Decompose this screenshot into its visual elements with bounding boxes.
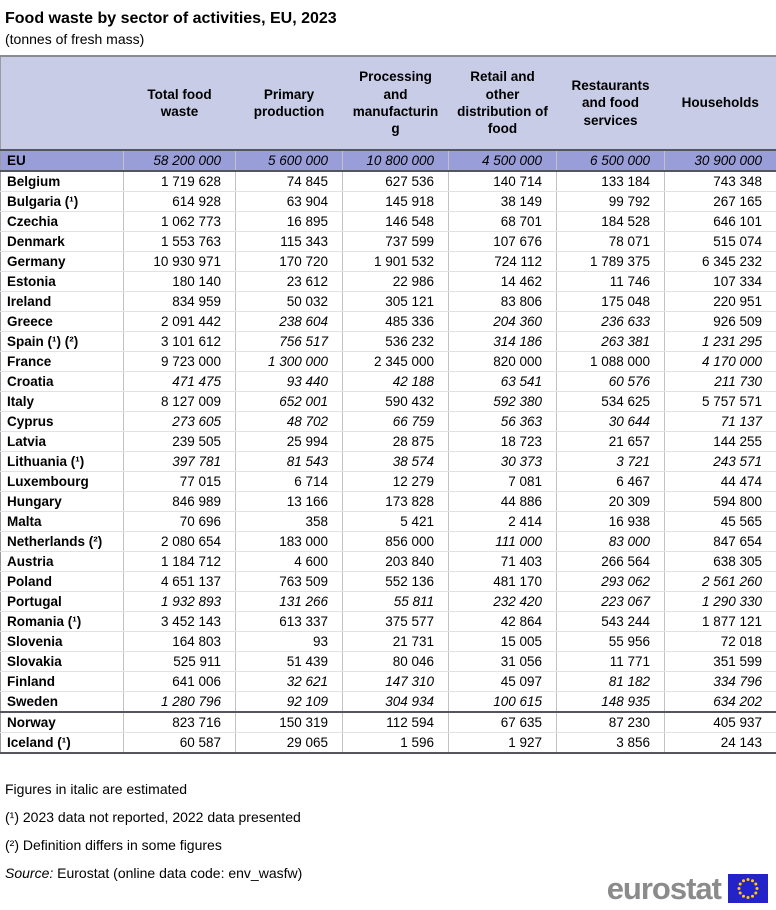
table-row — [1, 332, 776, 352]
value-cell: 133 184 — [557, 171, 665, 192]
row-label: Luxembourg — [1, 472, 124, 492]
value-cell: 56 363 — [449, 412, 557, 432]
value-cell: 72 018 — [665, 632, 776, 652]
col-header-restaurants: Restaurants and food services — [557, 56, 665, 150]
row-label: Italy — [1, 392, 124, 412]
row-label: Denmark — [1, 232, 124, 252]
value-cell: 846 989 — [124, 492, 236, 512]
value-cell: 2 345 000 — [343, 352, 449, 372]
value-cell: 820 000 — [449, 352, 557, 372]
value-cell: 111 000 — [449, 532, 557, 552]
row-label: Romania (¹) — [1, 612, 124, 632]
col-header-retail: Retail and other distribution of food — [449, 56, 557, 150]
table-row — [1, 712, 776, 733]
value-cell: 60 587 — [124, 733, 236, 754]
value-cell: 236 633 — [557, 312, 665, 332]
table-row — [1, 292, 776, 312]
value-cell: 93 — [236, 632, 343, 652]
table-row — [1, 492, 776, 512]
value-cell: 6 500 000 — [557, 150, 665, 171]
value-cell: 1 088 000 — [557, 352, 665, 372]
value-cell: 2 091 442 — [124, 312, 236, 332]
value-cell: 273 605 — [124, 412, 236, 432]
source-text: Eurostat (online data code: env_wasfw) — [57, 865, 302, 881]
table-row — [1, 171, 776, 192]
eu-flag-icon — [728, 874, 768, 903]
table-body — [1, 150, 776, 753]
footnote-italic: Figures in italic are estimated — [5, 781, 776, 797]
value-cell: 29 065 — [236, 733, 343, 754]
table-row — [1, 412, 776, 432]
value-cell: 1 596 — [343, 733, 449, 754]
value-cell: 536 232 — [343, 332, 449, 352]
row-label: Slovenia — [1, 632, 124, 652]
table-row — [1, 632, 776, 652]
value-cell: 1 932 893 — [124, 592, 236, 612]
value-cell: 31 056 — [449, 652, 557, 672]
row-label: Spain (¹) (²) — [1, 332, 124, 352]
value-cell: 823 716 — [124, 712, 236, 733]
table-row — [1, 733, 776, 754]
value-cell: 173 828 — [343, 492, 449, 512]
row-label: Bulgaria (¹) — [1, 192, 124, 212]
value-cell: 63 541 — [449, 372, 557, 392]
value-cell: 183 000 — [236, 532, 343, 552]
value-cell: 646 101 — [665, 212, 776, 232]
value-cell: 239 505 — [124, 432, 236, 452]
value-cell: 763 509 — [236, 572, 343, 592]
value-cell: 30 644 — [557, 412, 665, 432]
value-cell: 590 432 — [343, 392, 449, 412]
table-row — [1, 672, 776, 692]
value-cell: 21 731 — [343, 632, 449, 652]
value-cell: 131 266 — [236, 592, 343, 612]
value-cell: 147 310 — [343, 672, 449, 692]
value-cell: 1 231 295 — [665, 332, 776, 352]
row-label: Netherlands (²) — [1, 532, 124, 552]
row-label: France — [1, 352, 124, 372]
value-cell: 63 904 — [236, 192, 343, 212]
value-cell: 146 548 — [343, 212, 449, 232]
value-cell: 4 651 137 — [124, 572, 236, 592]
row-label: Cyprus — [1, 412, 124, 432]
table-row — [1, 552, 776, 572]
value-cell: 263 381 — [557, 332, 665, 352]
col-header-primary: Primary production — [236, 56, 343, 150]
eurostat-wordmark: eurostat — [607, 873, 721, 904]
value-cell: 15 005 — [449, 632, 557, 652]
value-cell: 80 046 — [343, 652, 449, 672]
value-cell: 18 723 — [449, 432, 557, 452]
value-cell: 32 621 — [236, 672, 343, 692]
value-cell: 1 062 773 — [124, 212, 236, 232]
value-cell: 543 244 — [557, 612, 665, 632]
row-label: Germany — [1, 252, 124, 272]
value-cell: 471 475 — [124, 372, 236, 392]
value-cell: 71 137 — [665, 412, 776, 432]
value-cell: 1 901 532 — [343, 252, 449, 272]
row-label: Malta — [1, 512, 124, 532]
value-cell: 184 528 — [557, 212, 665, 232]
value-cell: 627 536 — [343, 171, 449, 192]
value-cell: 1 877 121 — [665, 612, 776, 632]
value-cell: 204 360 — [449, 312, 557, 332]
value-cell: 634 202 — [665, 692, 776, 713]
row-label: Iceland (¹) — [1, 733, 124, 754]
header-row — [1, 56, 776, 150]
value-cell: 77 015 — [124, 472, 236, 492]
value-cell: 515 074 — [665, 232, 776, 252]
value-cell: 641 006 — [124, 672, 236, 692]
row-label: Finland — [1, 672, 124, 692]
value-cell: 11 746 — [557, 272, 665, 292]
row-label: Belgium — [1, 171, 124, 192]
table-row — [1, 372, 776, 392]
value-cell: 613 337 — [236, 612, 343, 632]
value-cell: 351 599 — [665, 652, 776, 672]
value-cell: 834 959 — [124, 292, 236, 312]
value-cell: 100 615 — [449, 692, 557, 713]
value-cell: 78 071 — [557, 232, 665, 252]
table-row — [1, 192, 776, 212]
value-cell: 16 938 — [557, 512, 665, 532]
value-cell: 44 474 — [665, 472, 776, 492]
table-row — [1, 392, 776, 412]
table-row — [1, 692, 776, 713]
table-row — [1, 252, 776, 272]
row-label: Lithuania (¹) — [1, 452, 124, 472]
value-cell: 534 625 — [557, 392, 665, 412]
table-row — [1, 612, 776, 632]
value-cell: 10 930 971 — [124, 252, 236, 272]
row-label: Sweden — [1, 692, 124, 713]
table-row — [1, 150, 776, 171]
value-cell: 652 001 — [236, 392, 343, 412]
col-header-processing: Processing and manufacturing — [343, 56, 449, 150]
footnote-2: (²) Definition differs in some figures — [5, 837, 776, 853]
value-cell: 594 800 — [665, 492, 776, 512]
value-cell: 1 719 628 — [124, 171, 236, 192]
value-cell: 164 803 — [124, 632, 236, 652]
value-cell: 211 730 — [665, 372, 776, 392]
value-cell: 112 594 — [343, 712, 449, 733]
value-cell: 170 720 — [236, 252, 343, 272]
value-cell: 3 101 612 — [124, 332, 236, 352]
value-cell: 6 345 232 — [665, 252, 776, 272]
row-label: Slovakia — [1, 652, 124, 672]
value-cell: 12 279 — [343, 472, 449, 492]
value-cell: 3 721 — [557, 452, 665, 472]
value-cell: 55 956 — [557, 632, 665, 652]
value-cell: 71 403 — [449, 552, 557, 572]
value-cell: 314 186 — [449, 332, 557, 352]
value-cell: 266 564 — [557, 552, 665, 572]
value-cell: 1 290 330 — [665, 592, 776, 612]
value-cell: 847 654 — [665, 532, 776, 552]
value-cell: 304 934 — [343, 692, 449, 713]
value-cell: 1 184 712 — [124, 552, 236, 572]
table-row — [1, 352, 776, 372]
row-label: Estonia — [1, 272, 124, 292]
value-cell: 305 121 — [343, 292, 449, 312]
value-cell: 74 845 — [236, 171, 343, 192]
value-cell: 66 759 — [343, 412, 449, 432]
row-label: Ireland — [1, 292, 124, 312]
row-label: Norway — [1, 712, 124, 733]
table-row — [1, 272, 776, 292]
value-cell: 13 166 — [236, 492, 343, 512]
table-row — [1, 472, 776, 492]
value-cell: 180 140 — [124, 272, 236, 292]
value-cell: 5 421 — [343, 512, 449, 532]
value-cell: 3 452 143 — [124, 612, 236, 632]
value-cell: 99 792 — [557, 192, 665, 212]
value-cell: 107 334 — [665, 272, 776, 292]
value-cell: 375 577 — [343, 612, 449, 632]
value-cell: 92 109 — [236, 692, 343, 713]
row-label: Austria — [1, 552, 124, 572]
value-cell: 30 900 000 — [665, 150, 776, 171]
row-label: Greece — [1, 312, 124, 332]
value-cell: 267 165 — [665, 192, 776, 212]
table-row — [1, 592, 776, 612]
value-cell: 223 067 — [557, 592, 665, 612]
value-cell: 83 806 — [449, 292, 557, 312]
value-cell: 4 500 000 — [449, 150, 557, 171]
value-cell: 42 864 — [449, 612, 557, 632]
row-label: Hungary — [1, 492, 124, 512]
table-row — [1, 432, 776, 452]
value-cell: 4 170 000 — [665, 352, 776, 372]
value-cell: 614 928 — [124, 192, 236, 212]
value-cell: 3 856 — [557, 733, 665, 754]
value-cell: 8 127 009 — [124, 392, 236, 412]
value-cell: 2 080 654 — [124, 532, 236, 552]
value-cell: 21 657 — [557, 432, 665, 452]
value-cell: 481 170 — [449, 572, 557, 592]
value-cell: 2 561 260 — [665, 572, 776, 592]
value-cell: 2 414 — [449, 512, 557, 532]
value-cell: 48 702 — [236, 412, 343, 432]
value-cell: 358 — [236, 512, 343, 532]
table-row — [1, 312, 776, 332]
value-cell: 42 188 — [343, 372, 449, 392]
value-cell: 115 343 — [236, 232, 343, 252]
value-cell: 743 348 — [665, 171, 776, 192]
value-cell: 1 300 000 — [236, 352, 343, 372]
value-cell: 1 553 763 — [124, 232, 236, 252]
footnotes — [5, 781, 776, 881]
row-label: Latvia — [1, 432, 124, 452]
table-row — [1, 212, 776, 232]
value-cell: 4 600 — [236, 552, 343, 572]
table-row — [1, 512, 776, 532]
value-cell: 638 305 — [665, 552, 776, 572]
value-cell: 724 112 — [449, 252, 557, 272]
value-cell: 50 032 — [236, 292, 343, 312]
value-cell: 144 255 — [665, 432, 776, 452]
value-cell: 58 200 000 — [124, 150, 236, 171]
value-cell: 552 136 — [343, 572, 449, 592]
value-cell: 756 517 — [236, 332, 343, 352]
value-cell: 20 309 — [557, 492, 665, 512]
value-cell: 28 875 — [343, 432, 449, 452]
value-cell: 55 811 — [343, 592, 449, 612]
value-cell: 7 081 — [449, 472, 557, 492]
value-cell: 334 796 — [665, 672, 776, 692]
source-label: Source: — [5, 865, 53, 881]
row-label: Poland — [1, 572, 124, 592]
value-cell: 11 771 — [557, 652, 665, 672]
value-cell: 25 994 — [236, 432, 343, 452]
row-label: Croatia — [1, 372, 124, 392]
value-cell: 405 937 — [665, 712, 776, 733]
row-label: Czechia — [1, 212, 124, 232]
value-cell: 148 935 — [557, 692, 665, 713]
value-cell: 5 600 000 — [236, 150, 343, 171]
value-cell: 81 182 — [557, 672, 665, 692]
value-cell: 38 149 — [449, 192, 557, 212]
value-cell: 45 097 — [449, 672, 557, 692]
corner-cell — [1, 56, 124, 150]
value-cell: 44 886 — [449, 492, 557, 512]
row-label: EU — [1, 150, 124, 171]
col-header-total: Total food waste — [124, 56, 236, 150]
value-cell: 6 714 — [236, 472, 343, 492]
value-cell: 30 373 — [449, 452, 557, 472]
value-cell: 81 543 — [236, 452, 343, 472]
value-cell: 83 000 — [557, 532, 665, 552]
value-cell: 145 918 — [343, 192, 449, 212]
value-cell: 926 509 — [665, 312, 776, 332]
food-waste-table — [0, 55, 776, 754]
value-cell: 51 439 — [236, 652, 343, 672]
value-cell: 1 789 375 — [557, 252, 665, 272]
value-cell: 6 467 — [557, 472, 665, 492]
value-cell: 397 781 — [124, 452, 236, 472]
value-cell: 14 462 — [449, 272, 557, 292]
value-cell: 203 840 — [343, 552, 449, 572]
page-title: Food waste by sector of activities, EU, 2023 — [5, 10, 776, 28]
value-cell: 70 696 — [124, 512, 236, 532]
table-row — [1, 652, 776, 672]
value-cell: 856 000 — [343, 532, 449, 552]
value-cell: 38 574 — [343, 452, 449, 472]
value-cell: 525 911 — [124, 652, 236, 672]
value-cell: 24 143 — [665, 733, 776, 754]
value-cell: 737 599 — [343, 232, 449, 252]
value-cell: 107 676 — [449, 232, 557, 252]
value-cell: 592 380 — [449, 392, 557, 412]
value-cell: 175 048 — [557, 292, 665, 312]
row-label: Portugal — [1, 592, 124, 612]
value-cell: 10 800 000 — [343, 150, 449, 171]
value-cell: 243 571 — [665, 452, 776, 472]
value-cell: 5 757 571 — [665, 392, 776, 412]
col-header-households: Households — [665, 56, 776, 150]
value-cell: 1 280 796 — [124, 692, 236, 713]
value-cell: 60 576 — [557, 372, 665, 392]
value-cell: 22 986 — [343, 272, 449, 292]
table-row — [1, 452, 776, 472]
value-cell: 150 319 — [236, 712, 343, 733]
units-subtitle: (tonnes of fresh mass) — [5, 31, 776, 47]
value-cell: 87 230 — [557, 712, 665, 733]
value-cell: 9 723 000 — [124, 352, 236, 372]
value-cell: 220 951 — [665, 292, 776, 312]
value-cell: 23 612 — [236, 272, 343, 292]
table-row — [1, 232, 776, 252]
value-cell: 238 604 — [236, 312, 343, 332]
value-cell: 232 420 — [449, 592, 557, 612]
value-cell: 93 440 — [236, 372, 343, 392]
eurostat-logo — [607, 873, 768, 904]
footnote-1: (¹) 2023 data not reported, 2022 data presented — [5, 809, 776, 825]
table-row — [1, 572, 776, 592]
value-cell: 68 701 — [449, 212, 557, 232]
value-cell: 140 714 — [449, 171, 557, 192]
value-cell: 67 635 — [449, 712, 557, 733]
value-cell: 1 927 — [449, 733, 557, 754]
table-row — [1, 532, 776, 552]
value-cell: 485 336 — [343, 312, 449, 332]
value-cell: 16 895 — [236, 212, 343, 232]
value-cell: 45 565 — [665, 512, 776, 532]
value-cell: 293 062 — [557, 572, 665, 592]
